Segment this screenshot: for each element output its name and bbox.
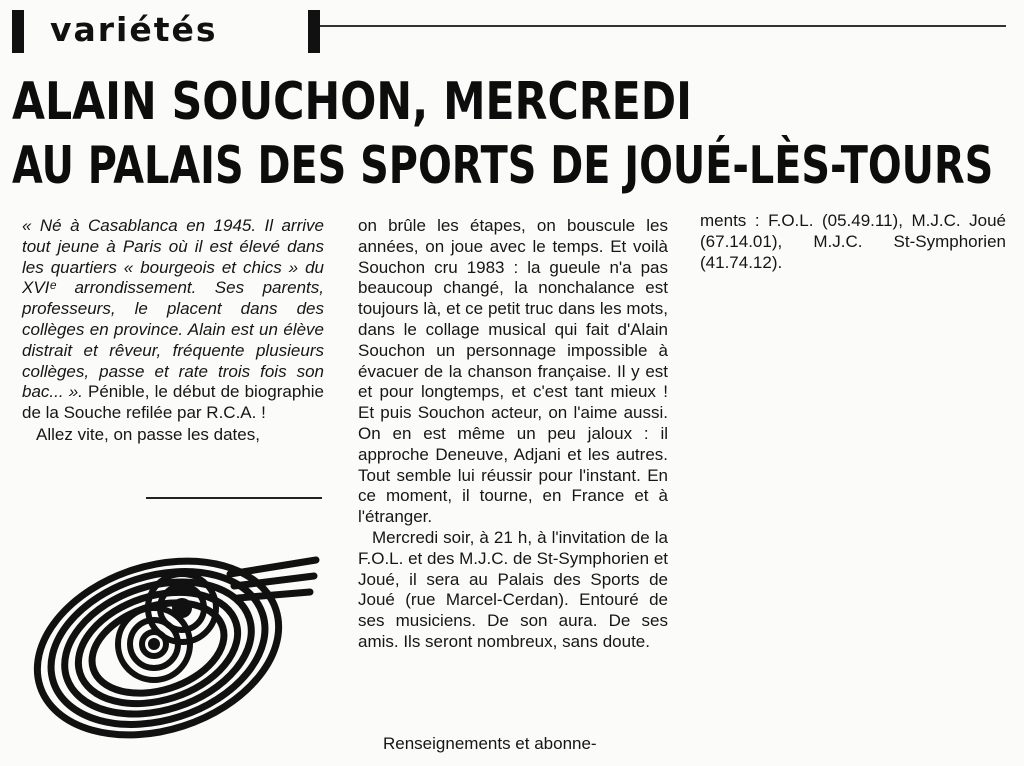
article-column-3: [700, 211, 1006, 273]
column2-paragraph-2: Mercredi soir, à 21 h, à l'invitation de la F.O.L. et des M.J.C. de St-Symphorien et Joué, il sera au Palais des Sports de Joué (rue Marcel-Cerdan). Entouré de ses musiciens. De son aura. De ses amis. Ils seront nombreux, sans doute.: [358, 527, 668, 651]
biography-quote: « Né à Casablanca en 1945. Il arrive tout jeune à Paris où il est élevé dans les quartiers « bourgeois et chics » du XVIᵉ arrondissement. Ses parents, professeurs, le placent dans des collèges en province. Alain est un élève distrait et rêveur, fréquente plusieurs collèges, passe et rate trois fois son bac... ».: [22, 216, 324, 402]
rubric-bar-right: [308, 10, 320, 53]
headline-line-2: AU PALAIS DES SPORTS DE JOUÉ-LÈS-TOURS: [12, 136, 994, 196]
column2-paragraph-3: Renseignements et abonne-: [383, 734, 597, 753]
spiral-logo-icon: [20, 552, 320, 748]
headline-line-1: ALAIN SOUCHON, MERCREDI: [12, 72, 693, 132]
column2-paragraph-1: on brûle les étapes, on bouscule les années, on joue avec le temps. Et voilà Souchon cru 1983 : la gueule n'a pas beaucoup changé, la nonchalance est toujours là, et ce petit truc dans les mots, dans le collage musical qui fait d'Alain Souchon un personnage impossible à évacuer de la chanson française. Il y est et pour longtemps, et c'est tant mieux ! Et puis Souchon acteur, on l'aime aussi. On en est même un peu jaloux : il approche Deneuve, Adjani et les autres. Tout semble lui réussir pour l'instant. En ce moment, il tourne, en France et à l'étranger.: [358, 216, 668, 527]
article-column-1: [22, 216, 324, 446]
biography-paragraph: [22, 216, 324, 424]
biography-comment: Pénible, le début de biographie de la Souche refilée par R.C.A. !: [22, 382, 324, 423]
column1-paragraph-2: Allez vite, on passe les dates,: [36, 424, 260, 444]
article-column-2: [358, 216, 668, 653]
column-rule: [146, 497, 322, 499]
rubric-bar-left: [12, 10, 24, 53]
rubric-rule: [320, 25, 1006, 27]
rubric-label: variétés: [50, 10, 218, 49]
column3-paragraph: ments : F.O.L. (05.49.11), M.J.C. Joué (67.14.01), M.J.C. St-Symphorien (41.74.12).: [700, 211, 1006, 272]
